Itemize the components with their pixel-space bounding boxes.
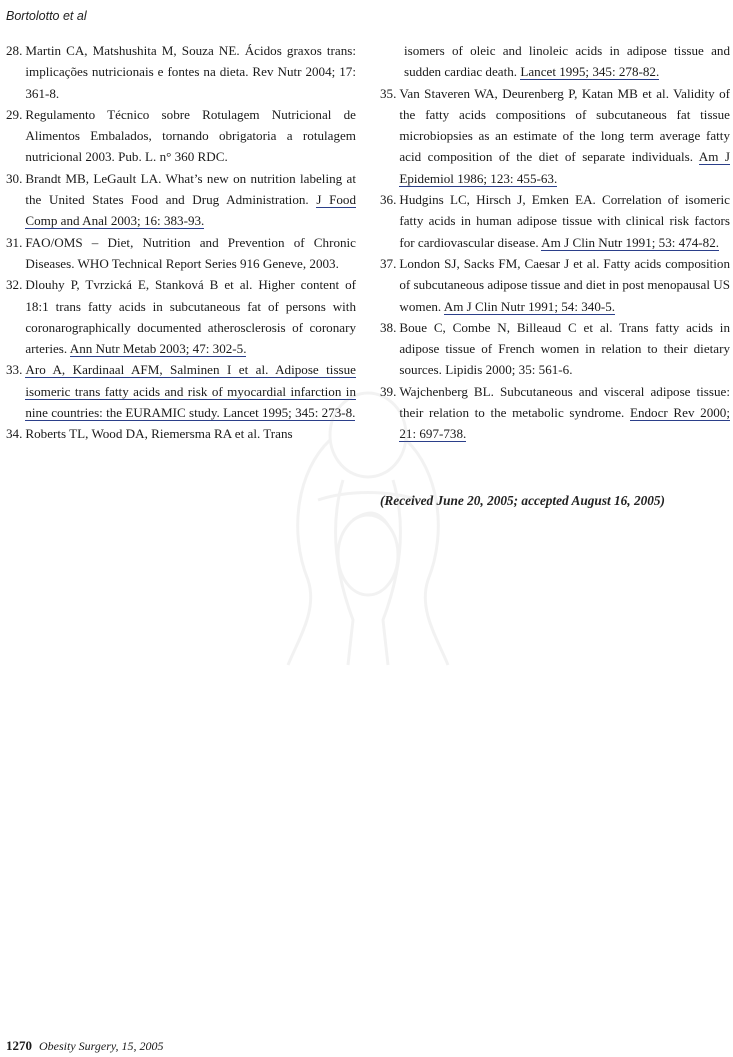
reference-text: Wajchenberg BL. Subcutaneous and visceral adipose tissue: their relation to the metabolic syndrome.: [399, 383, 730, 421]
page-number: 1270: [6, 1038, 32, 1053]
reference-link[interactable]: Lancet 1995; 345: 278-82.: [520, 64, 660, 80]
reference-text: Regulamento Técnico sobre Rotulagem Nutricional de Alimentos Embalados, tornando obrigatoria a rotulagem nutricional 2003. Pub. L. n° 360 RDC.: [25, 106, 356, 165]
reference-number: 38.: [380, 319, 397, 335]
reference-38: [380, 317, 730, 381]
reference-text: Brandt MB, LeGault LA. What’s new on nutrition labeling at the United States Food and Drug Administration.: [25, 170, 356, 208]
reference-text: London SJ, Sacks FM, Caesar J et al. Fatty acids composition of subcutaneous adipose tissue and diet in post menopausal US women.: [399, 255, 730, 314]
reference-35: [380, 83, 730, 189]
reference-37: [380, 253, 730, 317]
watermark-figure-icon: [258, 380, 478, 670]
reference-number: 33.: [6, 362, 23, 378]
reference-32: [6, 274, 356, 359]
reference-number: 36.: [380, 192, 397, 208]
reference-36: [380, 189, 730, 253]
reference-34-continued: [380, 40, 730, 83]
reference-number: 31.: [6, 234, 23, 250]
reference-link[interactable]: Am J Clin Nutr 1991; 53: 474-82.: [541, 234, 720, 250]
reference-link[interactable]: Am J Clin Nutr 1991; 54: 340-5.: [443, 298, 616, 314]
reference-text: Dlouhy P, Tvrzická E, Stanková B et al. Higher content of 18:1 trans fatty acids in subcutaneous fat of persons with coronarographically documented atherosclerosis of coronary arteries.: [25, 277, 356, 357]
reference-link[interactable]: Am J Epidemiol 1986; 123: 455-63.: [399, 149, 731, 186]
reference-number: 28.: [6, 43, 23, 58]
reference-number: 37.: [380, 255, 397, 271]
reference-link[interactable]: Aro A, Kardinaal AFM, Salminen I et al. Adipose tissue isomeric trans fatty acids and risk of myocardial infarction in nine countries: the EURAMIC study. Lancet 1995; 345: 273-8.: [25, 362, 356, 421]
reference-number: 39.: [380, 383, 397, 399]
reference-28: [6, 40, 356, 104]
reference-text: Boue C, Combe N, Billeaud C et al. Trans fatty acids in adipose tissue of French women in relation to their dietary sources. Lipidis 2000; 35: 561-6.: [399, 319, 730, 378]
running-head: Bortolotto et al: [6, 9, 87, 23]
reference-text: isomers of oleic and linoleic acids in adipose tissue and sudden cardiac death.: [404, 43, 730, 80]
reference-30: [6, 168, 356, 232]
reference-number: 35.: [380, 85, 397, 101]
reference-29: [6, 104, 356, 168]
reference-text: FAO/OMS – Diet, Nutrition and Prevention of Chronic Diseases. WHO Technical Report Series 916 Geneve, 2003.: [25, 234, 356, 271]
reference-number: 32.: [6, 277, 23, 293]
reference-number: 29.: [6, 106, 23, 122]
reference-link[interactable]: J Food Comp and Anal 2003; 16: 383-93.: [25, 192, 357, 229]
reference-link[interactable]: Ann Nutr Metab 2003; 47: 302-5.: [69, 341, 247, 357]
reference-number: 30.: [6, 170, 23, 186]
reference-link[interactable]: Endocr Rev 2000; 21: 697-738.: [399, 405, 730, 442]
reference-31: [6, 232, 356, 275]
received-accepted-note: (Received June 20, 2005; accepted August 16, 2005): [380, 493, 665, 508]
reference-text: Roberts TL, Wood DA, Riemersma RA et al. Trans: [25, 426, 293, 442]
page-footer: [6, 1038, 164, 1054]
reference-text: Van Staveren WA, Deurenberg P, Katan MB et al. Validity of the fatty acids compositions of subcutaneous fat tissue microbiopsies as an estimate of the long term average fatty acid composition of the diet of separate individuals.: [399, 85, 730, 165]
reference-number: 34.: [6, 426, 23, 442]
reference-text: Martin CA, Matshushita M, Souza NE. Ácidos graxos trans: implicações nutricionais e fontes na dieta. Rev Nutr 2004; 17: 361-8.: [25, 43, 356, 101]
reference-text: Hudgins LC, Hirsch J, Emken EA. Correlation of isomeric fatty acids in human adipose tissue with clinical risk factors for cardiovascular disease.: [399, 192, 730, 250]
journal-citation: Obesity Surgery, 15, 2005: [39, 1039, 164, 1053]
